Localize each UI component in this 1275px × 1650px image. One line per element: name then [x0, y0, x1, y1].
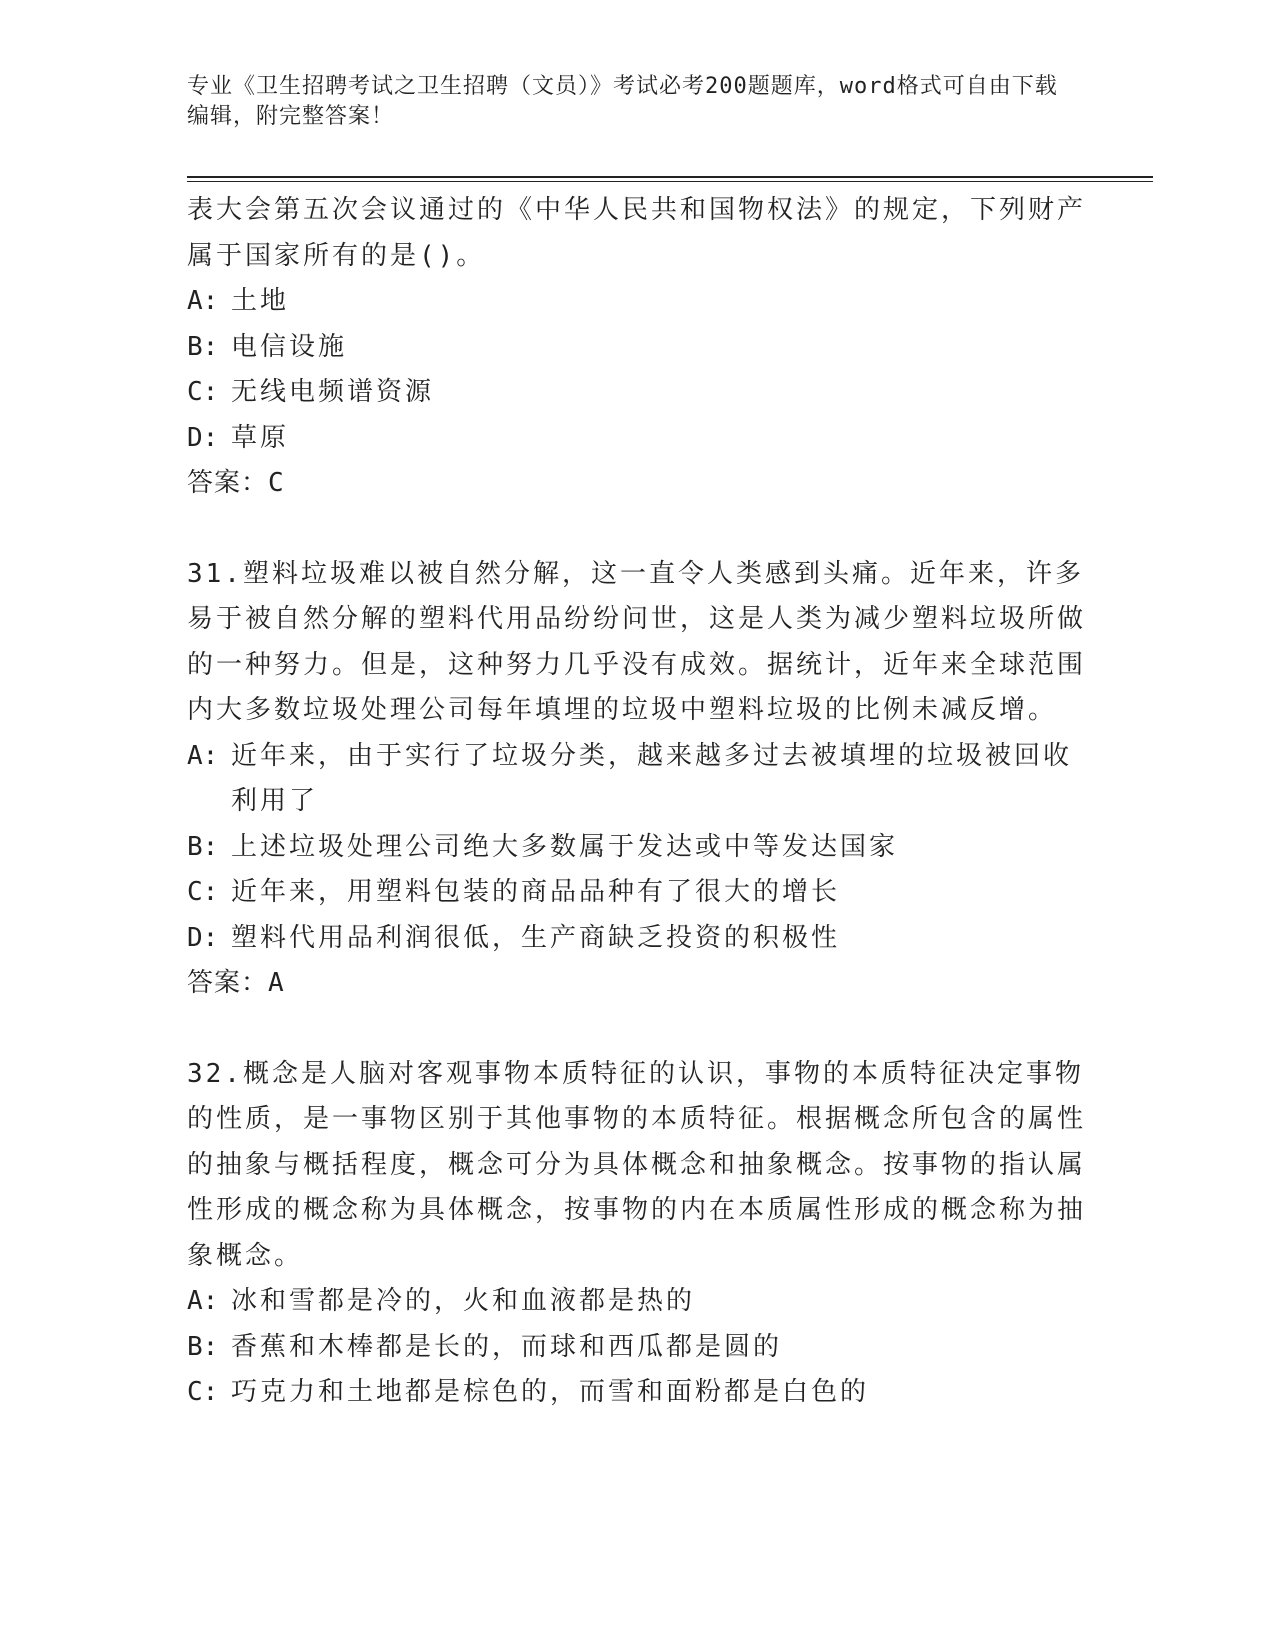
- option-letter: B:: [187, 331, 219, 362]
- option-a: [187, 279, 1087, 325]
- option-c: [187, 370, 1087, 416]
- option-text: 近年来，用塑料包装的商品品种有了很大的增长: [231, 877, 841, 907]
- option-letter: A:: [187, 740, 219, 771]
- option-letter: B:: [187, 1331, 219, 1362]
- question-spacer: [187, 507, 1087, 552]
- option-b: [187, 325, 1087, 371]
- answer-value: C: [268, 468, 287, 498]
- answer-label: 答案：: [187, 968, 269, 998]
- option-letter: C:: [187, 377, 219, 407]
- option-d: [187, 916, 1087, 962]
- question-block: [187, 188, 1087, 507]
- option-letter: D:: [187, 422, 219, 453]
- option-b: [187, 1325, 1087, 1371]
- option-a: [187, 734, 1087, 825]
- option-letter: C:: [187, 877, 219, 907]
- question-block: [187, 552, 1087, 1007]
- answer-line: [187, 461, 1087, 507]
- option-text: 土地: [231, 286, 290, 316]
- option-text: 草原: [231, 422, 290, 453]
- header-divider: [187, 176, 1153, 182]
- question-spacer: [187, 1007, 1087, 1052]
- option-text: 上述垃圾处理公司绝大多数属于发达或中等发达国家: [231, 831, 899, 862]
- question-block: [187, 1052, 1087, 1416]
- answer-value: A: [268, 968, 287, 998]
- question-text: 31.塑料垃圾难以被自然分解，这一直令人类感到头痛。近年来，许多易于被自然分解的塑料代用品纷纷问世，这是人类为减少塑料垃圾所做的一种努力。但是，这种努力几乎没有成效。据统计，近年来全球范围内大多数垃圾处理公司每年填埋的垃圾中塑料垃圾的比例未减反增。: [187, 558, 1087, 725]
- question-text: 32.概念是人脑对客观事物本质特征的认识，事物的本质特征决定事物的性质，是一事物区别于其他事物的本质特征。根据概念所包含的属性的抽象与概括程度，概念可分为具体概念和抽象概念。按事物的指认属性形成的概念称为具体概念，按事物的内在本质属性形成的概念称为抽象概念。: [187, 1058, 1087, 1271]
- option-text: 香蕉和木棒都是长的，而球和西瓜都是圆的: [231, 1331, 783, 1362]
- option-c: [187, 870, 1087, 916]
- option-text: 冰和雪都是冷的，火和血液都是热的: [231, 1286, 696, 1316]
- option-letter: D:: [187, 922, 219, 953]
- option-text: 塑料代用品利润很低，生产商缺乏投资的积极性: [231, 922, 841, 953]
- answer-line: [187, 961, 1087, 1007]
- option-letter: B:: [187, 831, 219, 862]
- option-d: [187, 416, 1087, 462]
- document-header: [187, 72, 1067, 132]
- option-text: 巧克力和土地都是棕色的，而雪和面粉都是白色的: [231, 1377, 870, 1407]
- document-title: 专业《卫生招聘考试之卫生招聘（文员）》考试必考200题题库，word格式可自由下载编辑，附完整答案！: [187, 74, 1058, 129]
- option-letter: C:: [187, 1377, 219, 1407]
- question-text: 表大会第五次会议通过的《中华人民共和国物权法》的规定，下列财产属于国家所有的是()。: [187, 195, 1087, 271]
- option-a: [187, 1279, 1087, 1325]
- question-list: [187, 188, 1087, 1416]
- option-text: 近年来，由于实行了垃圾分类，越来越多过去被填埋的垃圾被回收利用了: [231, 740, 1073, 816]
- option-letter: A:: [187, 286, 219, 316]
- option-b: [187, 825, 1087, 871]
- option-text: 电信设施: [231, 331, 348, 362]
- option-c: [187, 1370, 1087, 1416]
- option-letter: A:: [187, 1286, 219, 1316]
- option-text: 无线电频谱资源: [231, 377, 435, 407]
- answer-label: 答案：: [187, 468, 269, 498]
